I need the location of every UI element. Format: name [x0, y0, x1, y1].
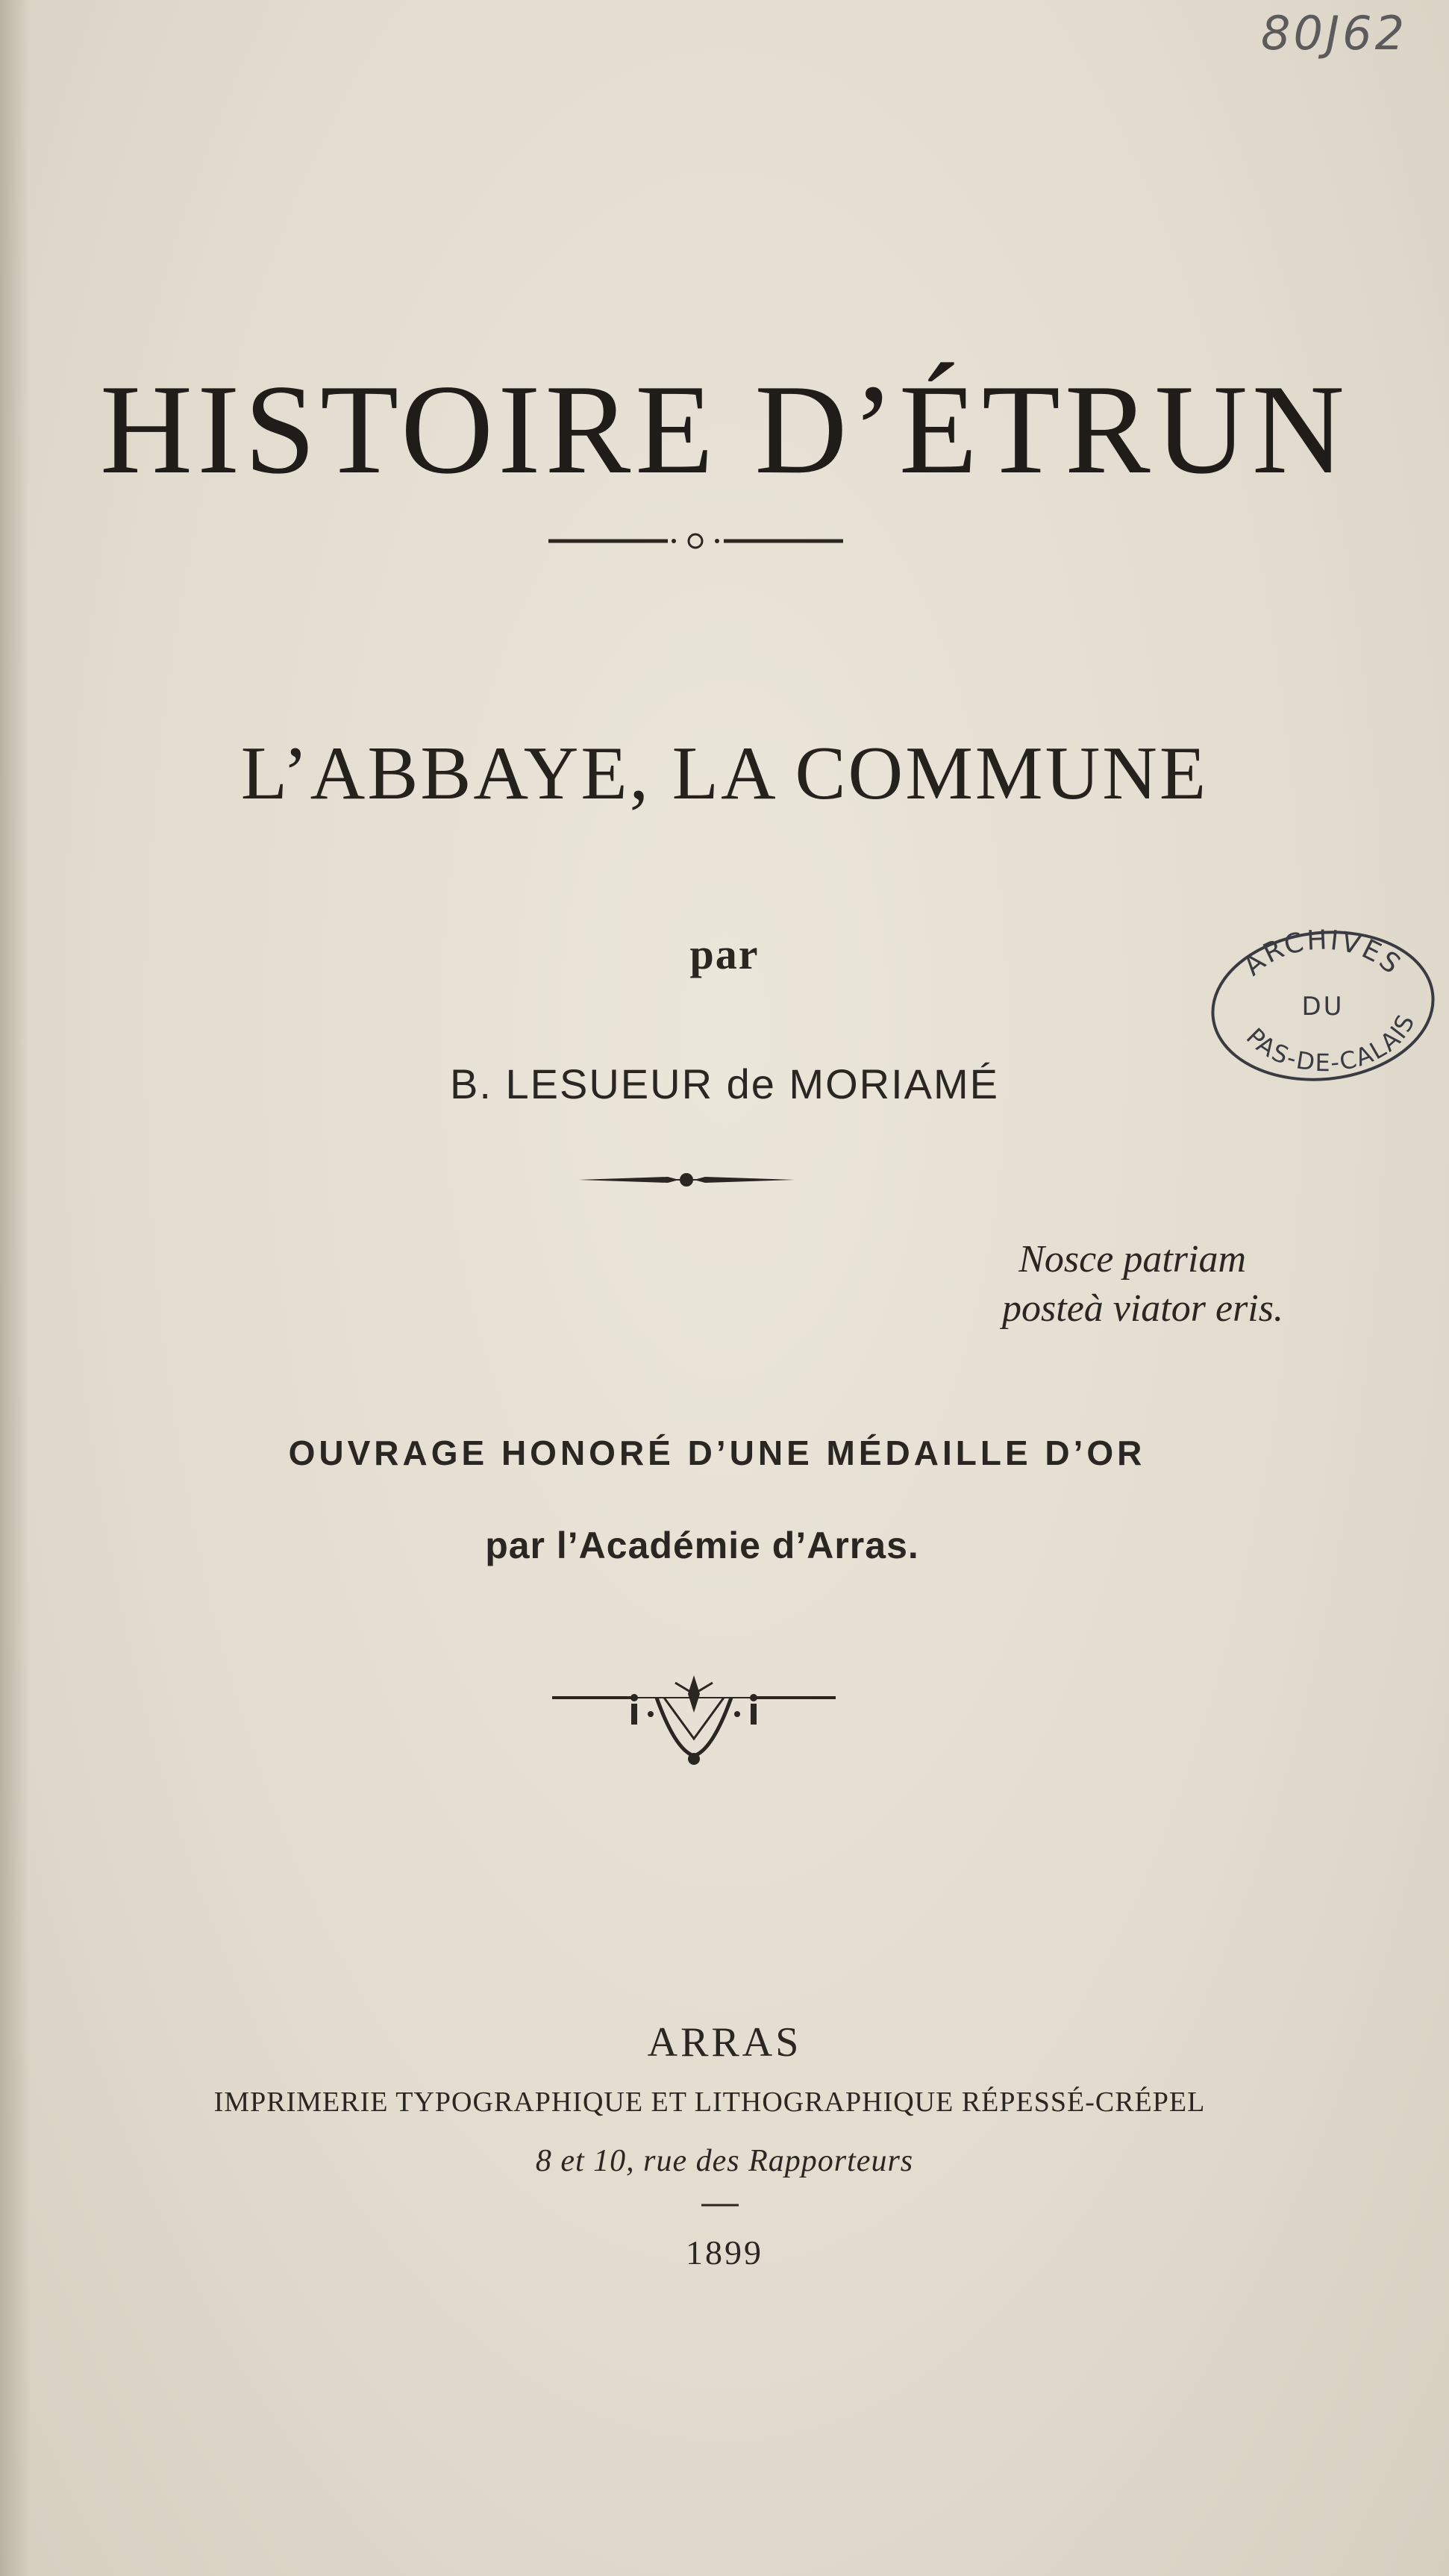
svg-text:ARCHIVES: ARCHIVES [1237, 925, 1408, 982]
ornament-tapered-rule-icon [578, 1170, 795, 1189]
book-subtitle: L’ABBAYE, LA COMMUNE [240, 731, 1209, 816]
latin-motto [895, 1235, 1283, 1334]
archives-stamp-icon [1207, 925, 1439, 1086]
motto-line-2: posteà viator eris. [1002, 1287, 1283, 1330]
imprint-address: 8 et 10, rue des Rapporteurs [535, 2144, 914, 2178]
book-title: HISTOIRE D’ÉTRUN [99, 359, 1350, 501]
svg-text:DU: DU [1301, 992, 1345, 1022]
by-label: par [689, 930, 760, 978]
imprint-year: 1899 [686, 2233, 763, 2272]
motto-line-1: Nosce patriam [1018, 1238, 1246, 1281]
ornament-vignette-icon [552, 1668, 836, 1769]
imprint-city: ARRAS [647, 2019, 802, 2066]
imprint-printer: IMPRIMERIE TYPOGRAPHIQUE ET LITHOGRAPHIQUE RÉPESSÉ-CRÉPEL [213, 2086, 1206, 2118]
short-rule [701, 2201, 739, 2209]
award-line: OUVRAGE HONORÉ D’UNE MÉDAILLE D’OR [288, 1434, 1146, 1472]
handwritten-shelfmark: 80J62 [1261, 6, 1408, 60]
author-name: B. LESUEUR de MORIAMÉ [450, 1060, 999, 1107]
award-academy: par l’Académie d’Arras. [485, 1525, 919, 1566]
ornament-rule-circle-icon [548, 530, 843, 552]
svg-text:PAS-DE-CALAIS: PAS-DE-CALAIS [1240, 1009, 1421, 1078]
